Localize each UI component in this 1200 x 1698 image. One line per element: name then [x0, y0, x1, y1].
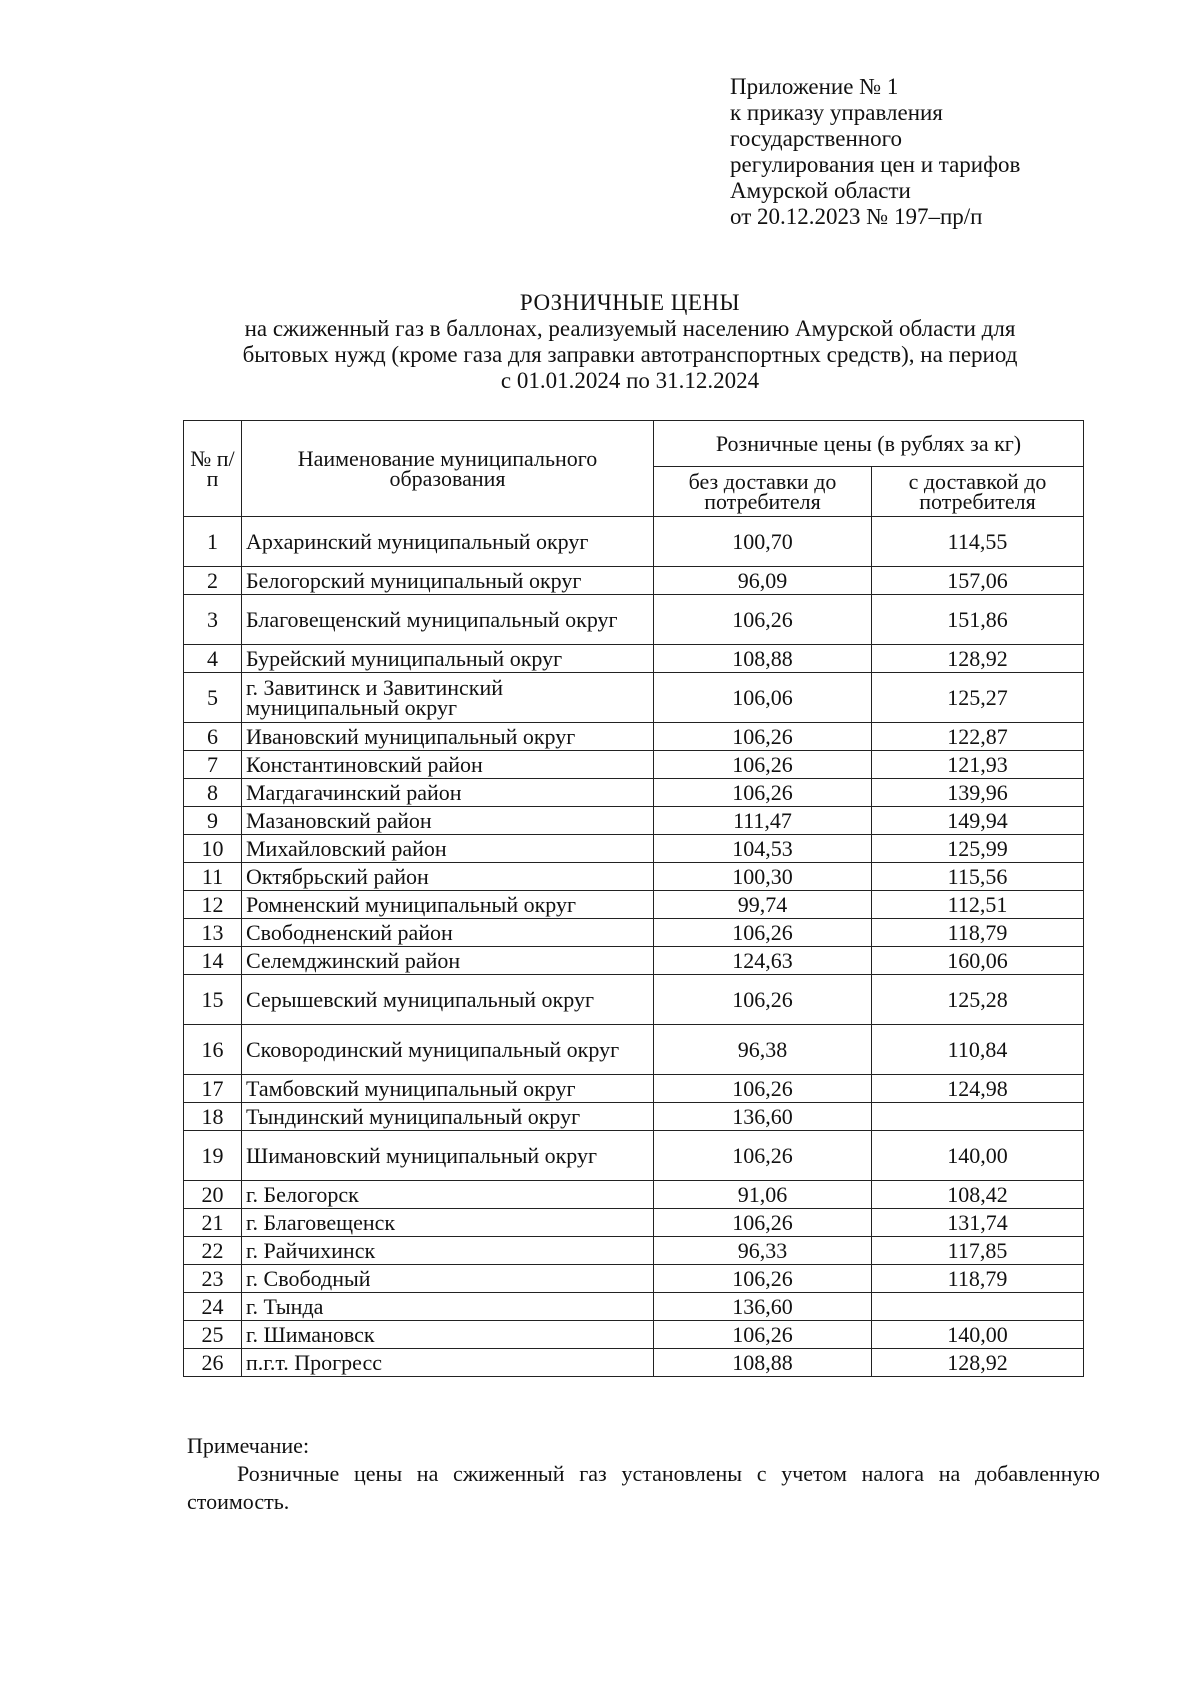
- table-row: [184, 1025, 1084, 1075]
- municipality-name: г. Завитинск и Завитинский муниципальный округ: [242, 673, 654, 723]
- price-without-delivery: 106,26: [654, 975, 872, 1025]
- row-number: 3: [184, 595, 242, 645]
- note-block: [187, 1432, 1100, 1516]
- price-with-delivery: 118,79: [872, 1265, 1084, 1293]
- table-row: [184, 835, 1084, 863]
- header-without-delivery: без доставки до потребителя: [654, 467, 872, 517]
- price-without-delivery: 104,53: [654, 835, 872, 863]
- price-without-delivery: 136,60: [654, 1103, 872, 1131]
- table-row: [184, 1349, 1084, 1377]
- price-with-delivery: 125,27: [872, 673, 1084, 723]
- price-without-delivery: 100,30: [654, 863, 872, 891]
- municipality-name: Михайловский район: [242, 835, 654, 863]
- price-with-delivery: 157,06: [872, 567, 1084, 595]
- price-without-delivery: 106,26: [654, 723, 872, 751]
- price-with-delivery: 122,87: [872, 723, 1084, 751]
- price-with-delivery: [872, 1103, 1084, 1131]
- municipality-name: Мазановский район: [242, 807, 654, 835]
- municipality-name: Сковородинский муниципальный округ: [242, 1025, 654, 1075]
- municipality-name: Благовещенский муниципальный округ: [242, 595, 654, 645]
- row-number: 22: [184, 1237, 242, 1265]
- price-without-delivery: 106,26: [654, 779, 872, 807]
- municipality-name: п.г.т. Прогресс: [242, 1349, 654, 1377]
- table-row: [184, 1131, 1084, 1181]
- note-text: Розничные цены на сжиженный газ установлены с учетом налога на добавленную стоимость.: [187, 1461, 1100, 1514]
- municipality-name: г. Благовещенск: [242, 1209, 654, 1237]
- municipality-name: Ивановский муниципальный округ: [242, 723, 654, 751]
- price-with-delivery: 124,98: [872, 1075, 1084, 1103]
- table-row: [184, 1181, 1084, 1209]
- table-row: [184, 975, 1084, 1025]
- municipality-name: Константиновский район: [242, 751, 654, 779]
- price-without-delivery: 111,47: [654, 807, 872, 835]
- row-number: 25: [184, 1321, 242, 1349]
- price-without-delivery: 106,26: [654, 1321, 872, 1349]
- table-row: [184, 863, 1084, 891]
- price-without-delivery: 106,26: [654, 1209, 872, 1237]
- price-with-delivery: 140,00: [872, 1321, 1084, 1349]
- table-row: [184, 645, 1084, 673]
- table-row: [184, 1103, 1084, 1131]
- price-with-delivery: 114,55: [872, 517, 1084, 567]
- table-row: [184, 1321, 1084, 1349]
- price-with-delivery: 149,94: [872, 807, 1084, 835]
- municipality-name: Селемджинский район: [242, 947, 654, 975]
- row-number: 14: [184, 947, 242, 975]
- document-heading: [160, 290, 1100, 394]
- row-number: 26: [184, 1349, 242, 1377]
- price-without-delivery: 96,33: [654, 1237, 872, 1265]
- price-with-delivery: 112,51: [872, 891, 1084, 919]
- price-with-delivery: 131,74: [872, 1209, 1084, 1237]
- appendix-line: Приложение № 1: [730, 74, 899, 99]
- price-with-delivery: 128,92: [872, 1349, 1084, 1377]
- price-without-delivery: 106,26: [654, 751, 872, 779]
- row-number: 23: [184, 1265, 242, 1293]
- price-with-delivery: 128,92: [872, 645, 1084, 673]
- price-with-delivery: 118,79: [872, 919, 1084, 947]
- table-row: [184, 1237, 1084, 1265]
- table-row: [184, 891, 1084, 919]
- price-without-delivery: 106,26: [654, 595, 872, 645]
- table-row: [184, 1293, 1084, 1321]
- row-number: 4: [184, 645, 242, 673]
- price-without-delivery: 136,60: [654, 1293, 872, 1321]
- table-row: [184, 947, 1084, 975]
- price-without-delivery: 106,26: [654, 1075, 872, 1103]
- price-table: [183, 420, 1084, 1377]
- header-number: № п/п: [184, 421, 242, 517]
- row-number: 19: [184, 1131, 242, 1181]
- subtitle-line: бытовых нужд (кроме газа для заправки автотранспортных средств), на период: [242, 342, 1018, 367]
- price-with-delivery: 151,86: [872, 595, 1084, 645]
- row-number: 16: [184, 1025, 242, 1075]
- note-label: Примечание:: [187, 1433, 310, 1458]
- price-with-delivery: 108,42: [872, 1181, 1084, 1209]
- municipality-name: Свободненский район: [242, 919, 654, 947]
- table-row: [184, 807, 1084, 835]
- price-with-delivery: [872, 1293, 1084, 1321]
- price-with-delivery: 115,56: [872, 863, 1084, 891]
- row-number: 5: [184, 673, 242, 723]
- table-row: [184, 723, 1084, 751]
- row-number: 7: [184, 751, 242, 779]
- document-title: РОЗНИЧНЫЕ ЦЕНЫ: [519, 290, 741, 315]
- municipality-name: Белогорский муниципальный округ: [242, 567, 654, 595]
- table-row: [184, 595, 1084, 645]
- price-with-delivery: 121,93: [872, 751, 1084, 779]
- price-without-delivery: 106,26: [654, 1265, 872, 1293]
- appendix-line: регулирования цен и тарифов: [730, 152, 1021, 177]
- municipality-name: г. Шимановск: [242, 1321, 654, 1349]
- table-row: [184, 779, 1084, 807]
- table-row: [184, 1265, 1084, 1293]
- appendix-block: [730, 74, 1020, 230]
- row-number: 17: [184, 1075, 242, 1103]
- table-row: [184, 751, 1084, 779]
- municipality-name: Тамбовский муниципальный округ: [242, 1075, 654, 1103]
- municipality-name: Магдагачинский район: [242, 779, 654, 807]
- subtitle-line: на сжиженный газ в баллонах, реализуемый населению Амурской области для: [244, 316, 1016, 341]
- appendix-line: Амурской области: [730, 178, 911, 203]
- row-number: 10: [184, 835, 242, 863]
- row-number: 2: [184, 567, 242, 595]
- row-number: 8: [184, 779, 242, 807]
- price-with-delivery: 117,85: [872, 1237, 1084, 1265]
- price-without-delivery: 124,63: [654, 947, 872, 975]
- header-municipality: Наименование муниципального образования: [242, 421, 654, 517]
- price-without-delivery: 106,06: [654, 673, 872, 723]
- price-with-delivery: 125,28: [872, 975, 1084, 1025]
- header-retail-prices: Розничные цены (в рублях за кг): [654, 421, 1084, 467]
- row-number: 20: [184, 1181, 242, 1209]
- municipality-name: Ромненский муниципальный округ: [242, 891, 654, 919]
- table-row: [184, 567, 1084, 595]
- price-with-delivery: 110,84: [872, 1025, 1084, 1075]
- row-number: 11: [184, 863, 242, 891]
- price-without-delivery: 106,26: [654, 1131, 872, 1181]
- municipality-name: Тындинский муниципальный округ: [242, 1103, 654, 1131]
- table-body: [184, 517, 1084, 1377]
- table-row: [184, 1209, 1084, 1237]
- municipality-name: Шимановский муниципальный округ: [242, 1131, 654, 1181]
- municipality-name: Октябрьский район: [242, 863, 654, 891]
- municipality-name: г. Свободный: [242, 1265, 654, 1293]
- row-number: 15: [184, 975, 242, 1025]
- row-number: 12: [184, 891, 242, 919]
- appendix-line: государственного: [730, 126, 902, 151]
- price-without-delivery: 108,88: [654, 1349, 872, 1377]
- municipality-name: г. Райчихинск: [242, 1237, 654, 1265]
- municipality-name: Серышевский муниципальный округ: [242, 975, 654, 1025]
- row-number: 9: [184, 807, 242, 835]
- municipality-name: Архаринский муниципальный округ: [242, 517, 654, 567]
- table-row: [184, 517, 1084, 567]
- appendix-line: от 20.12.2023 № 197–пр/п: [730, 204, 983, 229]
- row-number: 21: [184, 1209, 242, 1237]
- municipality-name: г. Тында: [242, 1293, 654, 1321]
- row-number: 1: [184, 517, 242, 567]
- row-number: 6: [184, 723, 242, 751]
- price-without-delivery: 91,06: [654, 1181, 872, 1209]
- table-row: [184, 1075, 1084, 1103]
- price-without-delivery: 99,74: [654, 891, 872, 919]
- header-with-delivery: с доставкой до потребителя: [872, 467, 1084, 517]
- price-with-delivery: 160,06: [872, 947, 1084, 975]
- row-number: 18: [184, 1103, 242, 1131]
- table-header: [184, 421, 1084, 517]
- price-without-delivery: 106,26: [654, 919, 872, 947]
- price-without-delivery: 96,38: [654, 1025, 872, 1075]
- table-row: [184, 919, 1084, 947]
- municipality-name: Бурейский муниципальный округ: [242, 645, 654, 673]
- table-row: [184, 673, 1084, 723]
- price-with-delivery: 139,96: [872, 779, 1084, 807]
- price-with-delivery: 125,99: [872, 835, 1084, 863]
- price-without-delivery: 108,88: [654, 645, 872, 673]
- subtitle-line: с 01.01.2024 по 31.12.2024: [500, 368, 760, 393]
- appendix-line: к приказу управления: [730, 100, 943, 125]
- row-number: 24: [184, 1293, 242, 1321]
- price-with-delivery: 140,00: [872, 1131, 1084, 1181]
- municipality-name: г. Белогорск: [242, 1181, 654, 1209]
- row-number: 13: [184, 919, 242, 947]
- price-without-delivery: 96,09: [654, 567, 872, 595]
- price-without-delivery: 100,70: [654, 517, 872, 567]
